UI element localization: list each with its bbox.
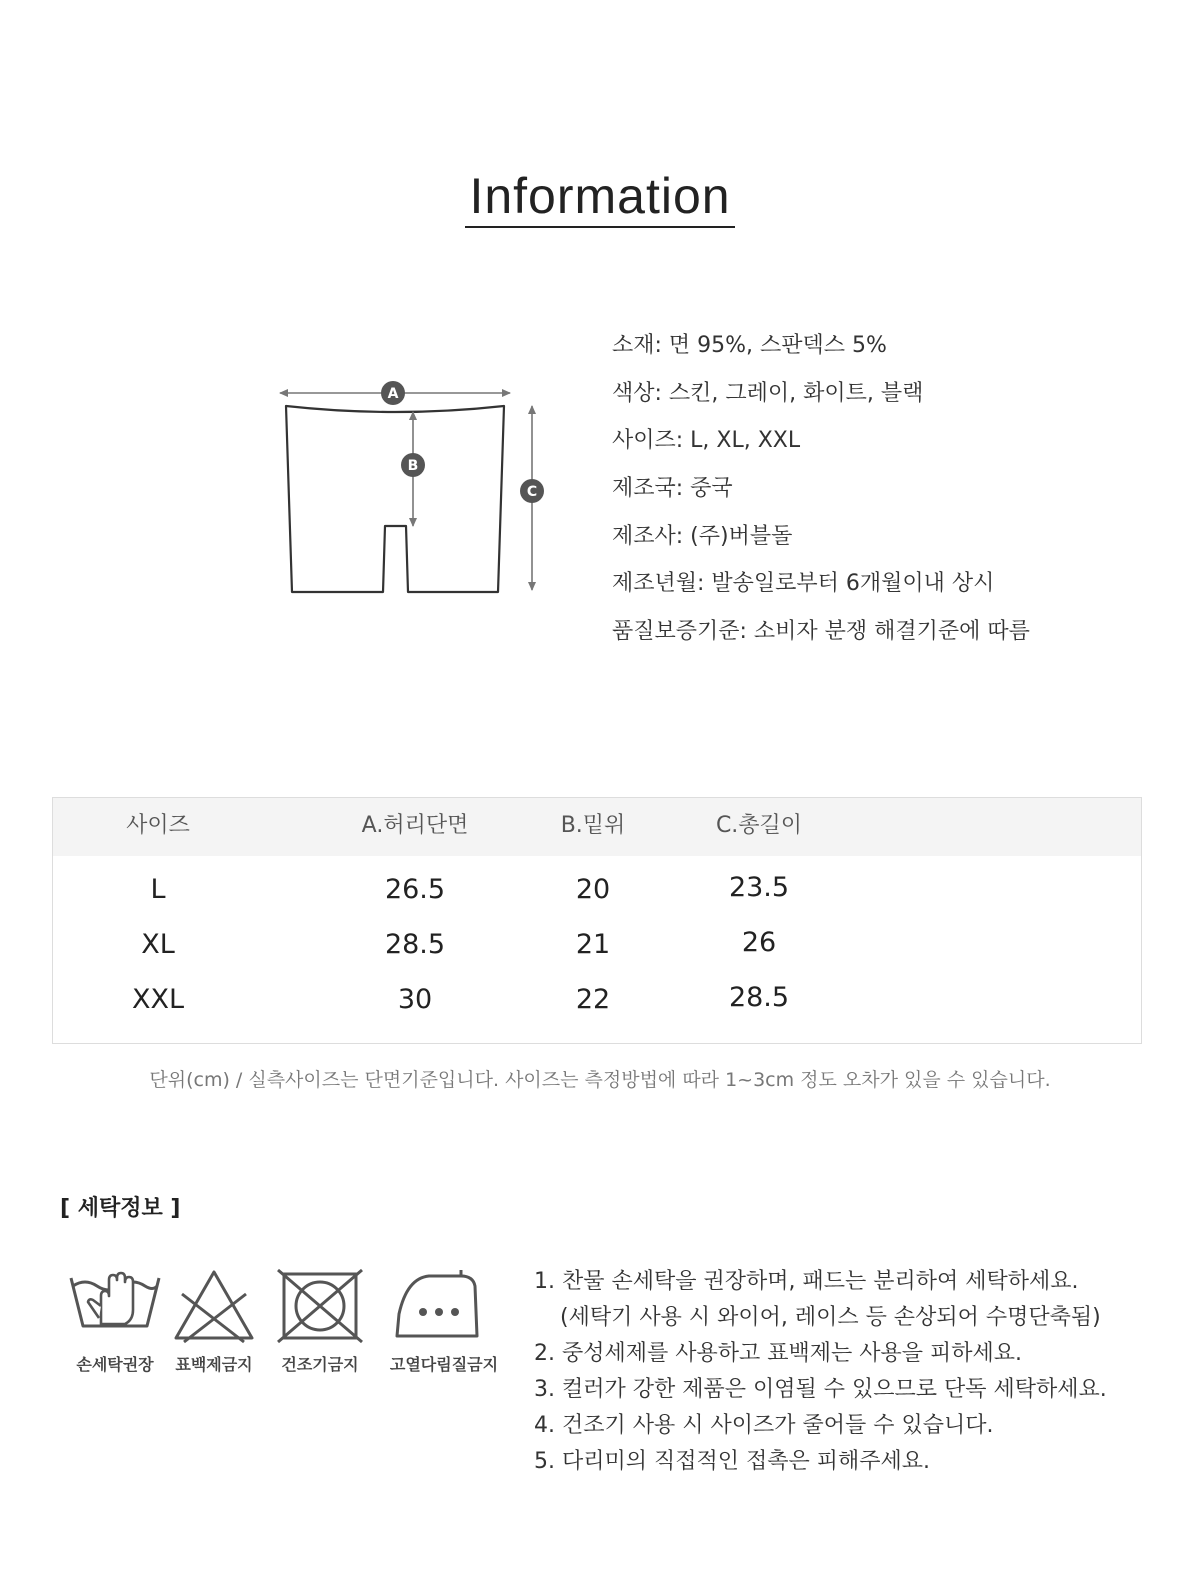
instruction-item: 1. 찬물 손세탁을 권장하며, 패드는 분리하여 세탁하세요.	[534, 1269, 1079, 1294]
instruction-item: 3. 컬러가 강한 제품은 이염될 수 있으므로 단독 세탁하세요.	[534, 1377, 1107, 1402]
cell-waist: 30	[397, 984, 433, 1015]
badge-b-label: B	[407, 458, 419, 474]
no-tumble-dry-icon	[270, 1266, 370, 1346]
cell-rise: 20	[575, 874, 611, 905]
shorts-outline	[286, 406, 504, 592]
cell-size: XL	[141, 929, 175, 960]
instruction-item: 5. 다리미의 직접적인 접촉은 피해주세요.	[534, 1449, 930, 1474]
size-table-header	[53, 798, 1141, 856]
badge-a-label: A	[387, 386, 399, 402]
spec-country: 제조국: 중국	[612, 476, 733, 502]
cell-rise: 22	[575, 984, 611, 1015]
instruction-item: 4. 건조기 사용 시 사이즈가 줄어들 수 있습니다.	[534, 1413, 994, 1438]
care-label-no-bleach: 표백제금지	[175, 1355, 253, 1374]
spec-quality-standard: 품질보증기준: 소비자 분쟁 해결기준에 따름	[612, 619, 1030, 645]
cell-rise: 21	[575, 929, 611, 960]
badge-c-label: C	[526, 484, 538, 500]
care-instructions	[534, 1264, 1107, 1480]
iron-high-heat-icon	[387, 1266, 487, 1346]
spec-manufacture-date: 제조년월: 발송일로부터 6개월이내 상시	[612, 571, 995, 597]
header-size: 사이즈	[126, 813, 190, 838]
cell-size: XXL	[131, 984, 185, 1015]
cell-length: 28.5	[728, 982, 790, 1013]
no-bleach-icon	[164, 1266, 264, 1346]
hand-wash-icon	[65, 1266, 165, 1346]
cell-waist: 26.5	[384, 874, 446, 905]
spec-material: 소재: 면 95%, 스판덱스 5%	[612, 333, 887, 358]
header-rise: B.밑위	[560, 813, 626, 838]
header-waist: A.허리단면	[361, 813, 469, 838]
instruction-item: 2. 중성세제를 사용하고 표백제는 사용을 피하세요.	[534, 1341, 1022, 1366]
instruction-item-note: (세탁기 사용 시 와이어, 레이스 등 손상되어 수명단축됨)	[560, 1305, 1101, 1330]
shorts-size-diagram	[270, 370, 560, 610]
cell-length: 26	[741, 927, 777, 958]
product-spec-list	[612, 326, 1030, 660]
spec-size: 사이즈: L, XL, XXL	[612, 428, 801, 454]
care-label-hand-wash: 손세탁권장	[76, 1355, 154, 1374]
cell-waist: 28.5	[384, 929, 446, 960]
spec-color: 색상: 스킨, 그레이, 화이트, 블랙	[612, 380, 924, 406]
care-section-title: [ 세탁정보 ]	[60, 1196, 181, 1221]
cell-length: 23.5	[728, 872, 790, 903]
spec-manufacturer: 제조사: (주)버블돌	[612, 523, 793, 549]
care-label-no-iron: 고열다림질금지	[389, 1355, 499, 1374]
care-label-no-dryer: 건조기금지	[281, 1355, 359, 1374]
cell-size: L	[150, 874, 166, 905]
size-note: 단위(cm) / 실측사이즈는 단면기준입니다. 사이즈는 측정방법에 따라 1~3cm 정도 오차가 있을 수 있습니다.	[149, 1069, 1051, 1091]
page-title: Information	[0, 166, 1200, 226]
size-table	[52, 797, 1142, 1044]
header-length: C.총길이	[715, 813, 803, 838]
